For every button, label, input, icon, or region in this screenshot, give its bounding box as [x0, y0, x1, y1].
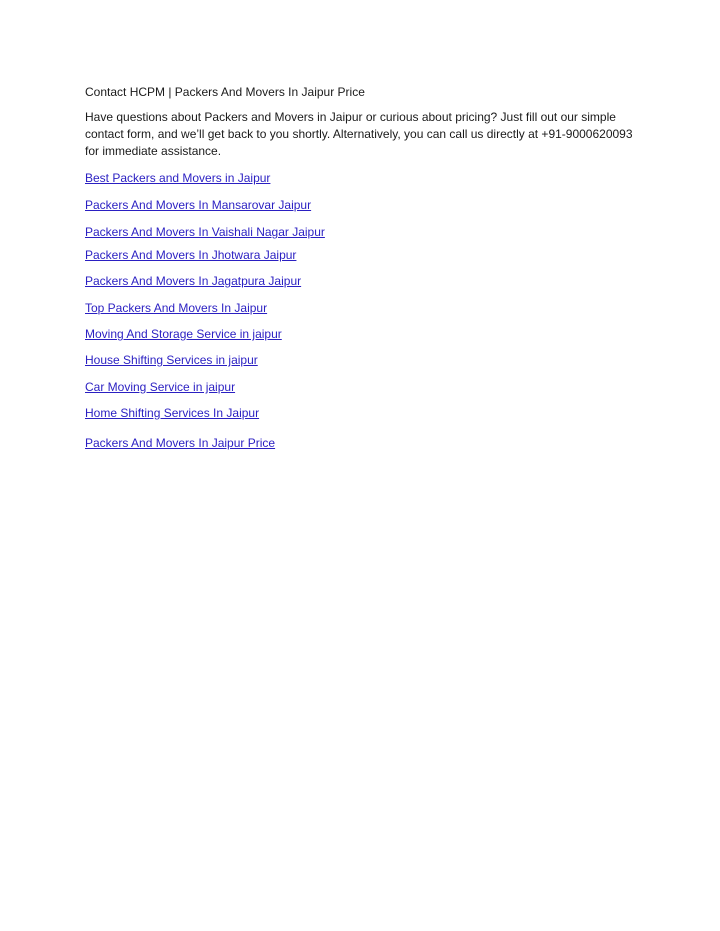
link-car-moving-service[interactable]: Car Moving Service in jaipur — [85, 380, 236, 394]
link-best-packers-movers-jaipur[interactable]: Best Packers and Movers in Jaipur — [85, 171, 271, 185]
link-top-packers-movers-jaipur[interactable]: Top Packers And Movers In Jaipur — [85, 301, 268, 315]
link-packers-movers-jhotwara[interactable]: Packers And Movers In Jhotwara Jaipur — [85, 248, 297, 262]
link-packers-movers-vaishali-nagar[interactable]: Packers And Movers In Vaishali Nagar Jaipur — [85, 225, 325, 239]
link-packers-movers-jagatpura[interactable]: Packers And Movers In Jagatpura Jaipur — [85, 274, 302, 288]
page-title: Contact HCPM | Packers And Movers In Jaipur Price — [85, 85, 365, 99]
link-packers-movers-jaipur-price[interactable]: Packers And Movers In Jaipur Price — [85, 436, 276, 450]
link-moving-storage-service[interactable]: Moving And Storage Service in jaipur — [85, 327, 282, 341]
intro-paragraph: Have questions about Packers and Movers in Jaipur or curious about pricing? Just fill out our simple contact form, and we’ll get back to you shortly. Alternatively, you can call us directly at +91-9000620093 for immediate assistance. — [85, 110, 633, 158]
link-packers-movers-mansarovar[interactable]: Packers And Movers In Mansarovar Jaipur — [85, 198, 312, 212]
link-home-shifting-services[interactable]: Home Shifting Services In Jaipur — [85, 406, 260, 420]
link-house-shifting-services[interactable]: House Shifting Services in jaipur — [85, 353, 258, 367]
